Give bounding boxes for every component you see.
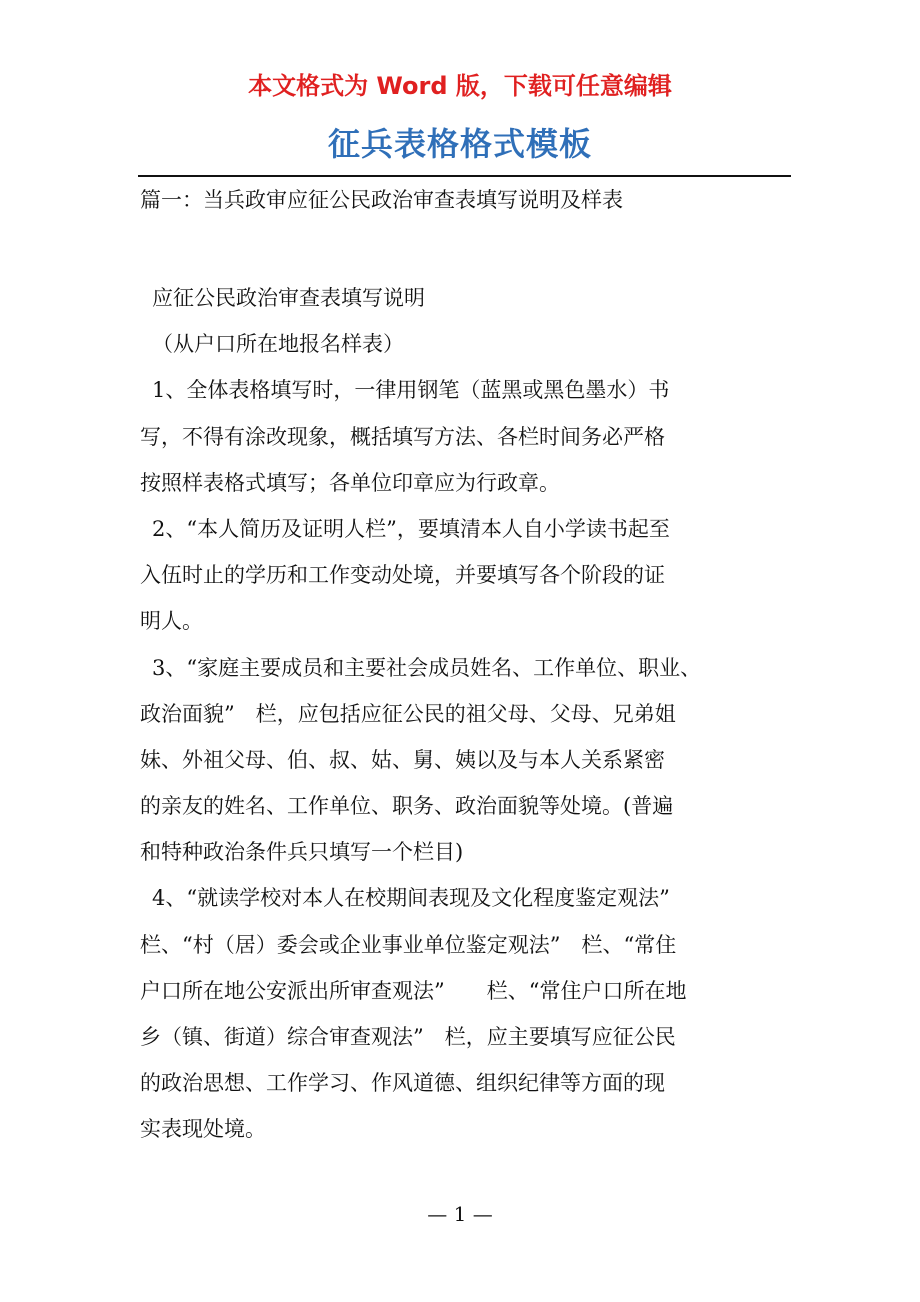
paragraph-line: 妹、外祖父母、伯、叔、姑、舅、姨以及与本人关系紧密 [140, 747, 665, 772]
paragraph-line: 户口所在地公安派出所审查观法” 栏、“常住户口所在地 [140, 978, 687, 1003]
paragraph-line: 按照样表格式填写；各单位印章应为行政章。 [140, 470, 560, 495]
download-banner: 本文格式为 Word 版，下载可任意编辑 [248, 72, 672, 100]
paragraph-line: 的政治思想、工作学习、作风道德、组织纪律等方面的现 [140, 1071, 665, 1096]
paragraph-line: 4、“就读学校对本人在校期间表现及文化程度鉴定观法” [152, 886, 670, 911]
page-number: — 1 — [427, 1202, 493, 1226]
body-text [140, 275, 780, 1153]
section-heading: 篇一：当兵政审应征公民政治审查表填写说明及样表 [140, 188, 623, 212]
paragraph-line: 入伍时止的学历和工作变动处境，并要填写各个阶段的证 [140, 563, 665, 588]
title-divider [138, 175, 791, 177]
paragraph-line: 2、“本人简历及证明人栏”，要填清本人自小学读书起至 [152, 516, 670, 541]
paragraph-line: 栏、“村（居）委会或企业事业单位鉴定观法” 栏、“常住 [140, 932, 677, 957]
paragraph-line: 乡（镇、街道）综合审查观法” 栏，应主要填写应征公民 [140, 1025, 676, 1049]
paragraph-line: 3、“家庭主要成员和主要社会成员姓名、工作单位、职业、 [152, 655, 702, 680]
paragraph-line: 1、全体表格填写时，一律用钢笔（蓝黑或黑色墨水）书 [152, 378, 670, 403]
paragraph-line: 明人。 [140, 609, 203, 634]
paragraph-line: 实表现处境。 [140, 1117, 266, 1142]
paragraph-line: 政治面貌” 栏，应包括应征公民的祖父母、父母、兄弟姐 [140, 701, 676, 726]
paragraph-line: （从户口所在地报名样表） [152, 332, 404, 357]
paragraph-line: 写，不得有涂改现象，概括填写方法、各栏时间务必严格 [140, 424, 665, 449]
paragraph-line: 应征公民政治审查表填写说明 [152, 286, 425, 310]
document-title: 征兵表格格式模板 [327, 125, 592, 163]
paragraph-line: 和特种政治条件兵只填写一个栏目) [140, 840, 464, 865]
paragraph-line: 的亲友的姓名、工作单位、职务、政治面貌等处境。(普遍 [140, 794, 674, 819]
